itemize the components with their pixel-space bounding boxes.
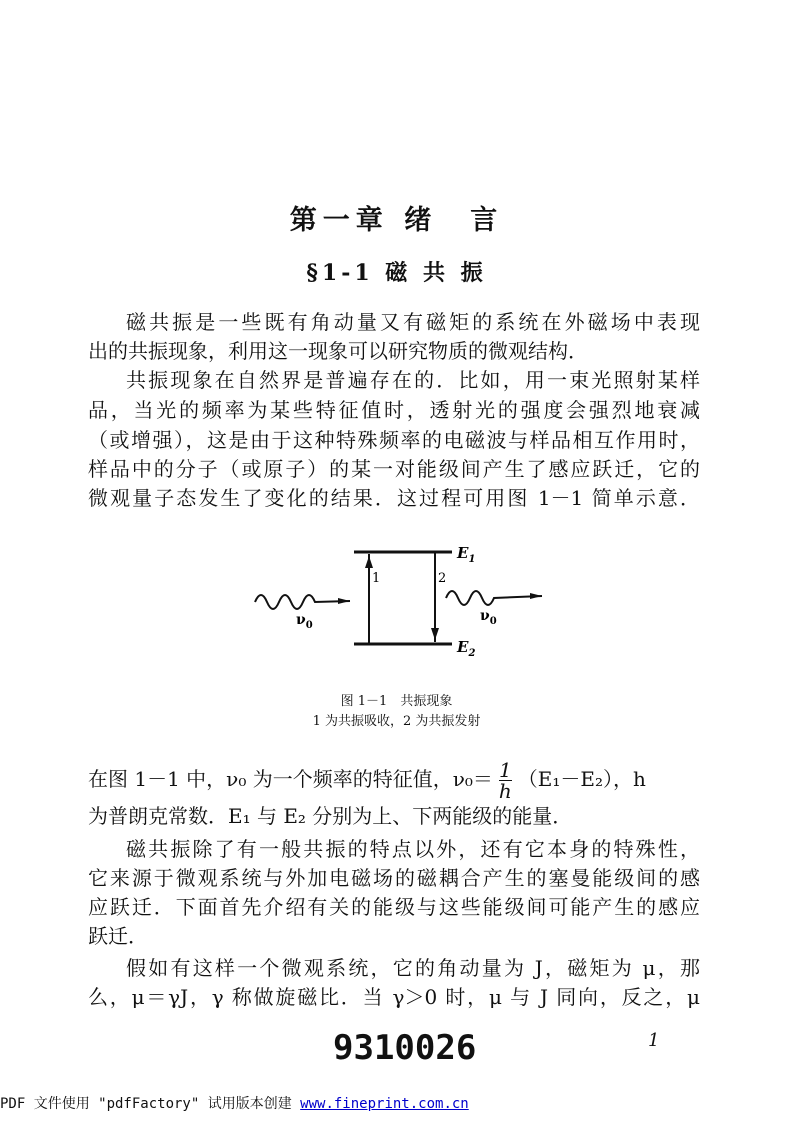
svg-text:1: 1	[372, 571, 381, 586]
text-line: 出的共振现象，利用这一现象可以研究物质的微观结构．	[88, 339, 588, 363]
svg-text:E2: $E_2$	[457, 638, 476, 659]
footer-link[interactable]: www.fineprint.com.cn	[300, 1096, 469, 1112]
pdf-footer	[0, 1093, 469, 1113]
text-line: 为普朗克常数．E₁ 与 E₂ 分别为上、下两能级的能量．	[88, 804, 573, 828]
footer-text: PDF 文件使用 "pdfFactory" 试用版本创建	[0, 1096, 301, 1112]
text-line: 跃迁．	[88, 924, 148, 948]
fraction-denominator: h	[498, 779, 512, 803]
text-line: 品，当光的频率为某些特征值时，透射光的强度会强烈地衰减	[88, 398, 700, 422]
formula-text: 在图 1－1 中，ν₀ 为一个频率的特征值，ν₀＝	[88, 767, 493, 791]
text-line: 磁共振是一些既有角动量又有磁矩的系统在外磁场中表现	[126, 310, 700, 334]
text-line: 微观量子态发生了变化的结果．这过程可用图 1－1 简单示意．	[88, 486, 700, 510]
section-title: §1-1 磁 共 振	[306, 260, 487, 286]
svg-text:ν0: $\nu_0$	[480, 608, 497, 627]
fraction-numerator: 1	[498, 758, 512, 782]
svg-text:E1: $E_1$	[457, 544, 476, 565]
figure-caption: 图 1－1 共振现象	[340, 694, 453, 709]
figure-subcaption: 1 为共振吸收，2 为共振发射	[312, 714, 481, 729]
energy-level-diagram	[240, 540, 560, 660]
formula-line	[88, 760, 646, 801]
text-line: 应跃迁．下面首先介绍有关的能级与这些能级间可能产生的感应	[88, 895, 700, 919]
formula-text: （E₁－E₂），h	[517, 767, 646, 791]
text-line: （或增强），这是由于这种特殊频率的电磁波与样品相互作用时，	[88, 428, 700, 452]
text-line: 磁共振除了有一般共振的特点以外，还有它本身的特殊性，	[126, 837, 700, 861]
text-line: 样品中的分子（或原子）的某一对能级间产生了感应跃迁，它的	[88, 457, 700, 481]
chapter-title: 第一章 绪 言	[289, 205, 504, 236]
text-line: 它来源于微观系统与外加电磁场的磁耦合产生的塞曼能级间的感	[88, 866, 700, 890]
text-line: 共振现象在自然界是普遍存在的．比如，用一束光照射某样	[126, 368, 700, 392]
stamp-number: 9310026	[333, 1028, 477, 1068]
text-line: 假如有这样一个微观系统，它的角动量为 J，磁矩为 μ，那	[126, 956, 700, 980]
svg-text:2: 2	[438, 571, 447, 586]
text-line: 么，μ＝γJ，γ 称做旋磁比．当 γ＞0 时，μ 与 J 同向，反之，μ	[88, 985, 700, 1009]
svg-text:ν0: $\nu_0$	[296, 612, 313, 631]
outgoing-wave	[446, 591, 542, 605]
incoming-wave	[255, 595, 350, 609]
page-number: 1	[648, 1030, 660, 1051]
